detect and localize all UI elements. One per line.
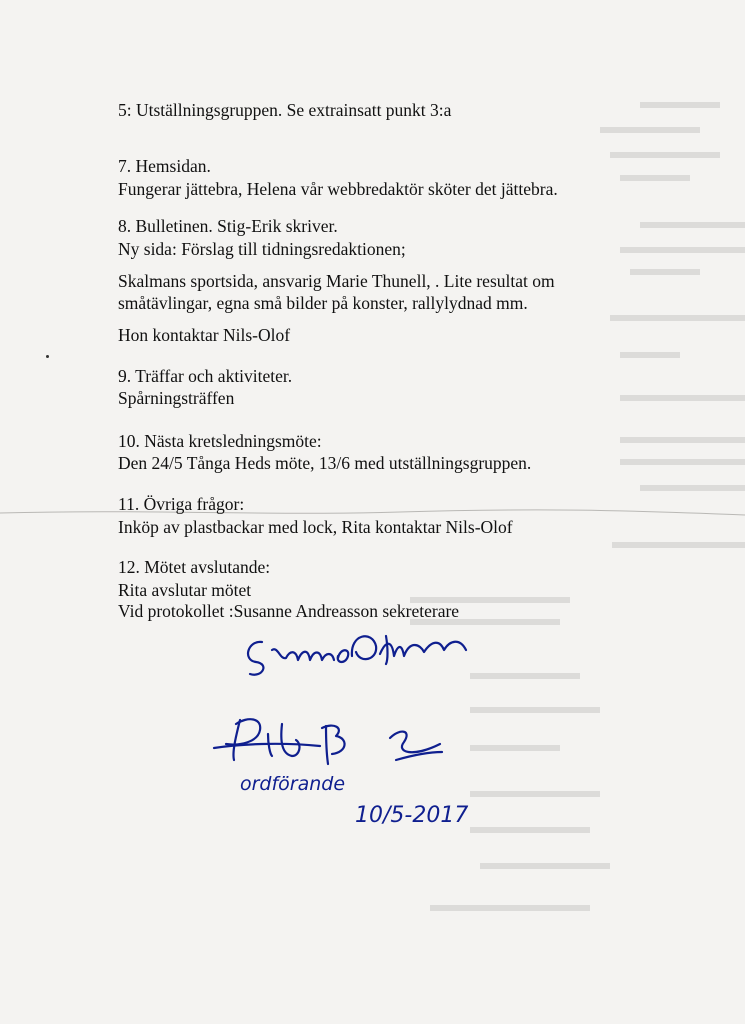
- chairman-signature: [214, 719, 442, 764]
- margin-dot: [46, 355, 49, 358]
- text-line: Ny sida: Förslag till tidningsredaktionen;: [118, 239, 406, 259]
- text-line: 8. Bulletinen. Stig-Erik skriver.: [118, 216, 338, 236]
- text-line: Rita avslutar mötet: [118, 580, 252, 600]
- text-line: Den 24/5 Tånga Heds möte, 13/6 med utställningsgruppen.: [118, 453, 532, 473]
- text-line: 5: Utställningsgruppen. Se extrainsatt punkt 3:a: [118, 100, 452, 120]
- text-line: Hon kontaktar Nils-Olof: [118, 325, 291, 345]
- ordforande-handwritten: ordförande: [240, 773, 346, 795]
- text-line: 7. Hemsidan.: [118, 156, 211, 176]
- secretary-signature: [248, 636, 466, 675]
- date-handwritten: 10/5-2017: [355, 803, 469, 828]
- text-line: 9. Träffar och aktiviteter.: [118, 366, 293, 386]
- text-line: 10. Nästa kretsledningsmöte:: [118, 431, 322, 451]
- text-line: Spårningsträffen: [118, 388, 235, 408]
- text-line: 11. Övriga frågor:: [118, 494, 245, 514]
- text-line: småtävlingar, egna små bilder på konster, rallylydnad mm.: [118, 293, 528, 313]
- text-line: Inköp av plastbackar med lock, Rita kontaktar Nils-Olof: [118, 517, 513, 537]
- text-line: 12. Mötet avslutande:: [118, 557, 271, 577]
- text-line: Fungerar jättebra, Helena vår webbredaktör sköter det jättebra.: [118, 179, 558, 199]
- text-line: Vid protokollet :Susanne Andreasson sekreterare: [118, 601, 460, 621]
- text-line: Skalmans sportsida, ansvarig Marie Thunell, . Lite resultat om: [118, 271, 555, 291]
